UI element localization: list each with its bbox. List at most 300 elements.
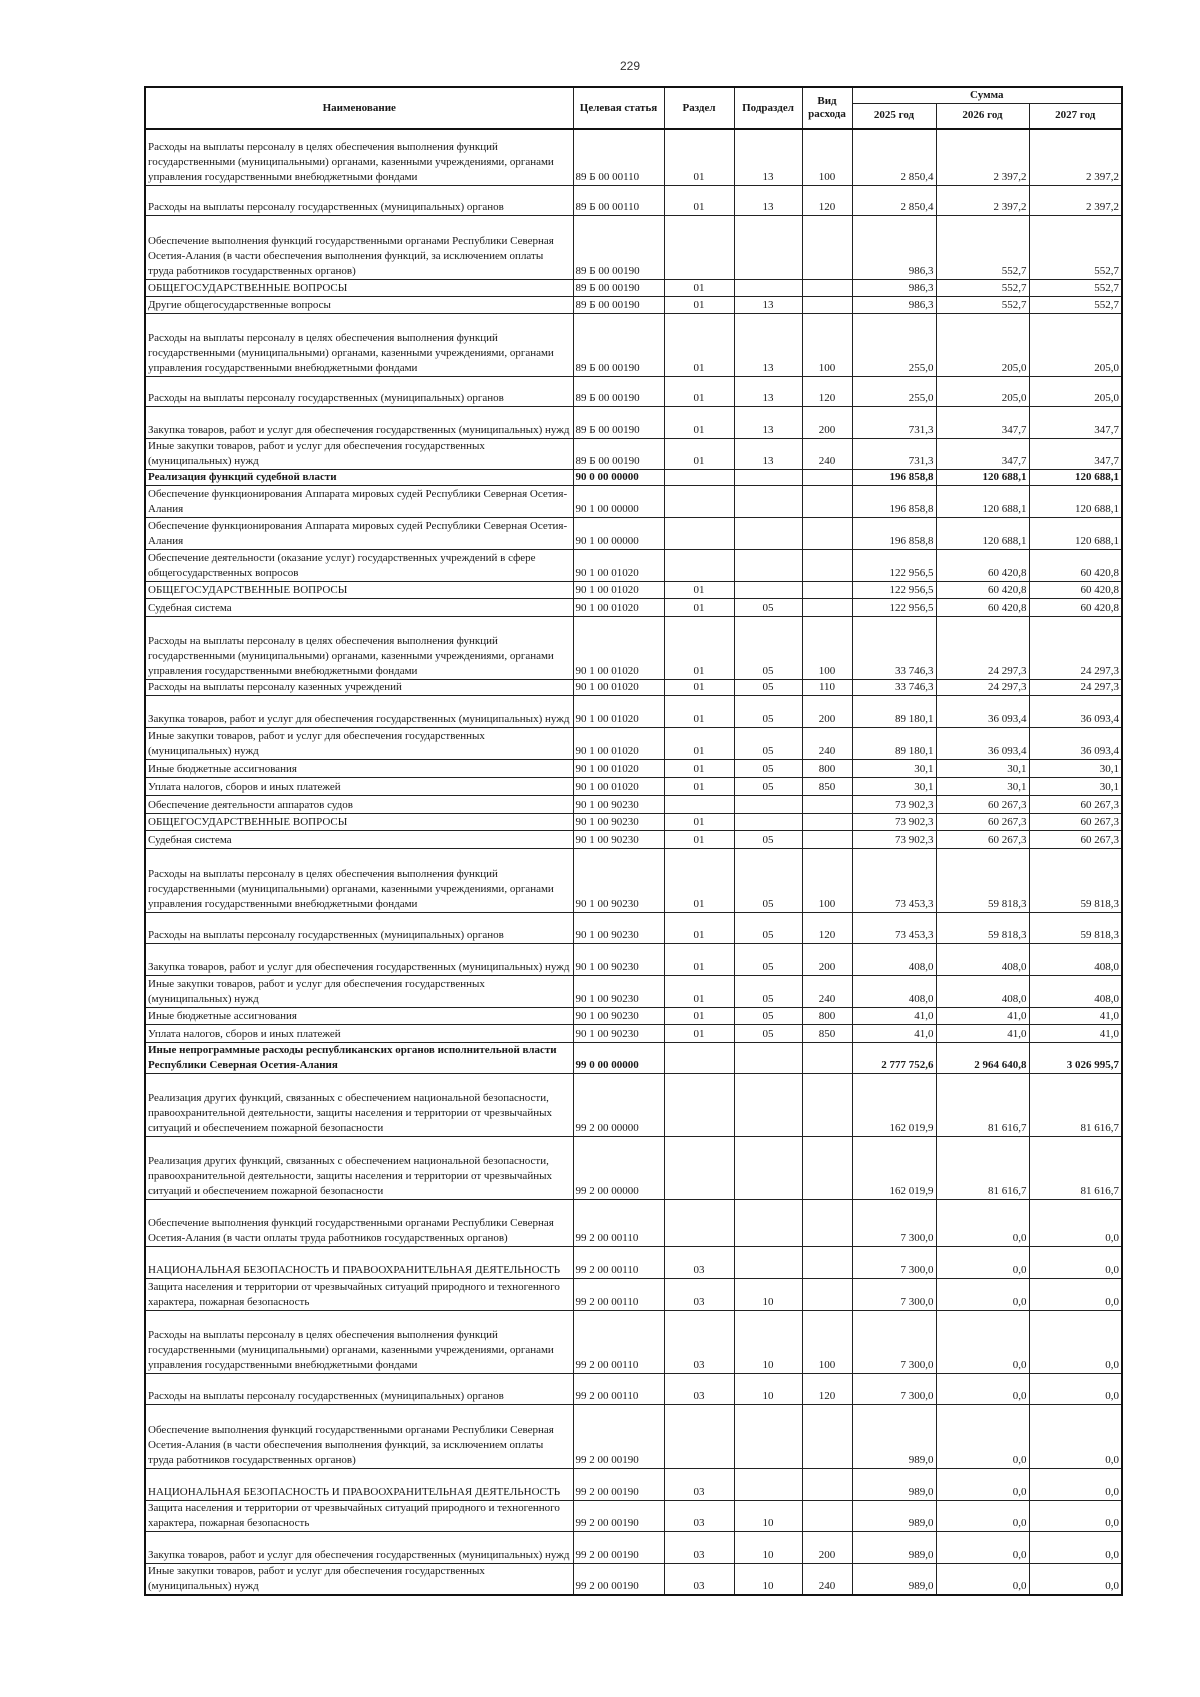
cell-section xyxy=(664,1073,734,1136)
cell-2026: 0,0 xyxy=(936,1199,1029,1246)
cell-expense-type xyxy=(802,1199,852,1246)
cell-subsection: 05 xyxy=(734,830,802,848)
cell-target: 90 1 00 01020 xyxy=(573,679,664,695)
cell-target: 99 2 00 00110 xyxy=(573,1199,664,1246)
cell-section: 01 xyxy=(664,695,734,727)
cell-2025: 731,3 xyxy=(852,406,936,438)
cell-section: 01 xyxy=(664,1007,734,1024)
cell-section: 01 xyxy=(664,438,734,469)
cell-2026: 0,0 xyxy=(936,1468,1029,1500)
cell-target: 89 Б 00 00190 xyxy=(573,313,664,376)
cell-2025: 408,0 xyxy=(852,975,936,1007)
cell-2025: 162 019,9 xyxy=(852,1136,936,1199)
header-subsection: Подраздел xyxy=(734,87,802,129)
table-row xyxy=(145,469,1122,485)
cell-target: 99 0 00 00000 xyxy=(573,1042,664,1073)
cell-2027: 552,7 xyxy=(1029,215,1122,279)
cell-name: Закупка товаров, работ и услуг для обеспечения государственных (муниципальных) нужд xyxy=(145,406,573,438)
cell-2026: 36 093,4 xyxy=(936,727,1029,759)
table-row xyxy=(145,438,1122,469)
table-row xyxy=(145,695,1122,727)
cell-target: 90 1 00 00000 xyxy=(573,485,664,517)
cell-target: 90 1 00 01020 xyxy=(573,616,664,679)
cell-2027: 2 397,2 xyxy=(1029,129,1122,185)
cell-2027: 120 688,1 xyxy=(1029,517,1122,549)
header-sum: Сумма xyxy=(852,87,1122,103)
cell-subsection: 10 xyxy=(734,1500,802,1531)
cell-2026: 24 297,3 xyxy=(936,679,1029,695)
cell-2025: 73 902,3 xyxy=(852,813,936,830)
cell-name: Реализация других функций, связанных с обеспечением национальной безопасности, правоохранительной деятельности, защиты населения и территории от чрезвычайных ситуаций и обеспечением пожарной безопасности xyxy=(145,1136,573,1199)
cell-subsection: 05 xyxy=(734,616,802,679)
cell-2027: 2 397,2 xyxy=(1029,185,1122,215)
cell-2027: 408,0 xyxy=(1029,975,1122,1007)
table-row xyxy=(145,813,1122,830)
cell-section: 01 xyxy=(664,406,734,438)
table-row xyxy=(145,1310,1122,1373)
cell-2025: 73 453,3 xyxy=(852,912,936,943)
cell-2025: 7 300,0 xyxy=(852,1310,936,1373)
cell-2026: 347,7 xyxy=(936,438,1029,469)
cell-2026: 205,0 xyxy=(936,313,1029,376)
cell-2025: 731,3 xyxy=(852,438,936,469)
cell-2025: 196 858,8 xyxy=(852,485,936,517)
cell-2027: 0,0 xyxy=(1029,1563,1122,1595)
cell-target: 99 2 00 00110 xyxy=(573,1278,664,1310)
cell-2027: 60 420,8 xyxy=(1029,581,1122,598)
table-row xyxy=(145,795,1122,813)
cell-2027: 0,0 xyxy=(1029,1404,1122,1468)
cell-2025: 73 453,3 xyxy=(852,848,936,912)
cell-target: 90 1 00 01020 xyxy=(573,581,664,598)
cell-subsection xyxy=(734,813,802,830)
cell-2025: 196 858,8 xyxy=(852,469,936,485)
cell-target: 99 2 00 00190 xyxy=(573,1404,664,1468)
cell-2025: 986,3 xyxy=(852,279,936,296)
cell-section: 01 xyxy=(664,185,734,215)
cell-2026: 0,0 xyxy=(936,1246,1029,1278)
cell-name: Расходы на выплаты персоналу в целях обеспечения выполнения функций государственными (муниципальными) органами, казенными учреждениями, органами управления государственными внебюджетными фондами xyxy=(145,129,573,185)
cell-expense-type xyxy=(802,1073,852,1136)
cell-2027: 552,7 xyxy=(1029,296,1122,313)
cell-name: Обеспечение выполнения функций государственными органами Республики Северная Осетия-Алания (в части обеспечения выполнения функций, за исключением оплаты труда работников государственных органов) xyxy=(145,215,573,279)
cell-2025: 41,0 xyxy=(852,1024,936,1042)
cell-2027: 120 688,1 xyxy=(1029,469,1122,485)
header-section: Раздел xyxy=(664,87,734,129)
cell-name: Обеспечение функционирования Аппарата мировых судей Республики Северная Осетия-Алания xyxy=(145,485,573,517)
cell-2026: 408,0 xyxy=(936,943,1029,975)
cell-target: 90 1 00 01020 xyxy=(573,759,664,777)
cell-section: 01 xyxy=(664,759,734,777)
table-row xyxy=(145,848,1122,912)
cell-section: 01 xyxy=(664,313,734,376)
cell-target: 99 2 00 00000 xyxy=(573,1073,664,1136)
cell-target: 90 1 00 01020 xyxy=(573,549,664,581)
cell-name: Расходы на выплаты персоналу в целях обеспечения выполнения функций государственными (муниципальными) органами, казенными учреждениями, органами управления государственными внебюджетными фондами xyxy=(145,616,573,679)
cell-section xyxy=(664,1404,734,1468)
table-row xyxy=(145,727,1122,759)
header-name: Наименование xyxy=(145,87,573,129)
table-header xyxy=(145,87,1122,129)
cell-expense-type: 100 xyxy=(802,129,852,185)
cell-name: ОБЩЕГОСУДАРСТВЕННЫЕ ВОПРОСЫ xyxy=(145,813,573,830)
cell-subsection: 05 xyxy=(734,759,802,777)
cell-name: Расходы на выплаты персоналу в целях обеспечения выполнения функций государственными (муниципальными) органами, казенными учреждениями, органами управления государственными внебюджетными фондами xyxy=(145,1310,573,1373)
cell-section: 03 xyxy=(664,1531,734,1563)
cell-expense-type: 110 xyxy=(802,679,852,695)
cell-2027: 408,0 xyxy=(1029,943,1122,975)
cell-name: Иные закупки товаров, работ и услуг для обеспечения государственных (муниципальных) нужд xyxy=(145,975,573,1007)
cell-expense-type xyxy=(802,598,852,616)
cell-2027: 81 616,7 xyxy=(1029,1073,1122,1136)
cell-name: НАЦИОНАЛЬНАЯ БЕЗОПАСНОСТЬ И ПРАВООХРАНИТЕЛЬНАЯ ДЕЯТЕЛЬНОСТЬ xyxy=(145,1246,573,1278)
cell-expense-type: 100 xyxy=(802,313,852,376)
cell-section: 01 xyxy=(664,912,734,943)
cell-target: 89 Б 00 00190 xyxy=(573,406,664,438)
table-row xyxy=(145,1531,1122,1563)
cell-target: 99 2 00 00190 xyxy=(573,1563,664,1595)
cell-name: Закупка товаров, работ и услуг для обеспечения государственных (муниципальных) нужд xyxy=(145,1531,573,1563)
table-row xyxy=(145,830,1122,848)
header-2027: 2027 год xyxy=(1029,103,1122,129)
table-row xyxy=(145,1024,1122,1042)
cell-2025: 30,1 xyxy=(852,759,936,777)
cell-2026: 60 267,3 xyxy=(936,830,1029,848)
cell-subsection xyxy=(734,469,802,485)
cell-subsection: 05 xyxy=(734,975,802,1007)
cell-2026: 2 397,2 xyxy=(936,185,1029,215)
table-row xyxy=(145,581,1122,598)
cell-target: 90 1 00 90230 xyxy=(573,795,664,813)
cell-2026: 81 616,7 xyxy=(936,1136,1029,1199)
cell-2027: 41,0 xyxy=(1029,1024,1122,1042)
cell-section: 01 xyxy=(664,581,734,598)
cell-name: Реализация функций судебной власти xyxy=(145,469,573,485)
table-row xyxy=(145,679,1122,695)
cell-2027: 30,1 xyxy=(1029,759,1122,777)
table-row xyxy=(145,1073,1122,1136)
cell-2027: 552,7 xyxy=(1029,279,1122,296)
cell-name: Расходы на выплаты персоналу казенных учреждений xyxy=(145,679,573,695)
cell-2025: 33 746,3 xyxy=(852,616,936,679)
cell-subsection xyxy=(734,1404,802,1468)
cell-2025: 7 300,0 xyxy=(852,1278,936,1310)
cell-2027: 41,0 xyxy=(1029,1007,1122,1024)
cell-name: Обеспечение выполнения функций государственными органами Республики Северная Осетия-Алания (в части оплаты труда работников государственных органов) xyxy=(145,1199,573,1246)
cell-2025: 196 858,8 xyxy=(852,517,936,549)
table-row xyxy=(145,1007,1122,1024)
cell-2026: 120 688,1 xyxy=(936,485,1029,517)
cell-subsection: 13 xyxy=(734,129,802,185)
cell-2025: 122 956,5 xyxy=(852,581,936,598)
cell-section xyxy=(664,517,734,549)
cell-2027: 24 297,3 xyxy=(1029,616,1122,679)
header-expense-type: Вид расхода xyxy=(802,87,852,129)
cell-section xyxy=(664,485,734,517)
cell-2026: 0,0 xyxy=(936,1531,1029,1563)
cell-expense-type xyxy=(802,1042,852,1073)
header-2026: 2026 год xyxy=(936,103,1029,129)
table-row xyxy=(145,129,1122,185)
cell-section: 01 xyxy=(664,376,734,406)
cell-section: 03 xyxy=(664,1310,734,1373)
cell-2026: 552,7 xyxy=(936,215,1029,279)
cell-2027: 36 093,4 xyxy=(1029,695,1122,727)
cell-expense-type: 850 xyxy=(802,777,852,795)
cell-expense-type xyxy=(802,279,852,296)
cell-name: Защита населения и территории от чрезвычайных ситуаций природного и техногенного характера, пожарная безопасность xyxy=(145,1278,573,1310)
cell-subsection: 10 xyxy=(734,1310,802,1373)
cell-name: Уплата налогов, сборов и иных платежей xyxy=(145,1024,573,1042)
cell-2026: 205,0 xyxy=(936,376,1029,406)
cell-name: Обеспечение деятельности (оказание услуг) государственных учреждений в сфере общегосударственных вопросов xyxy=(145,549,573,581)
cell-section: 01 xyxy=(664,727,734,759)
cell-subsection: 10 xyxy=(734,1278,802,1310)
cell-section: 03 xyxy=(664,1246,734,1278)
cell-name: Закупка товаров, работ и услуг для обеспечения государственных (муниципальных) нужд xyxy=(145,943,573,975)
table-row xyxy=(145,943,1122,975)
cell-target: 90 0 00 00000 xyxy=(573,469,664,485)
cell-subsection: 13 xyxy=(734,376,802,406)
cell-2026: 41,0 xyxy=(936,1024,1029,1042)
cell-subsection: 13 xyxy=(734,185,802,215)
cell-section: 03 xyxy=(664,1373,734,1404)
table-row xyxy=(145,1136,1122,1199)
cell-2027: 60 267,3 xyxy=(1029,795,1122,813)
cell-target: 90 1 00 00000 xyxy=(573,517,664,549)
cell-expense-type xyxy=(802,1500,852,1531)
table-row xyxy=(145,777,1122,795)
table-row xyxy=(145,1404,1122,1468)
cell-section: 01 xyxy=(664,1024,734,1042)
cell-2026: 41,0 xyxy=(936,1007,1029,1024)
table-row xyxy=(145,1373,1122,1404)
cell-name: Иные непрограммные расходы республиканских органов исполнительной власти Республики Северная Осетия-Алания xyxy=(145,1042,573,1073)
cell-expense-type: 120 xyxy=(802,376,852,406)
cell-2026: 552,7 xyxy=(936,296,1029,313)
table-row xyxy=(145,759,1122,777)
cell-subsection xyxy=(734,581,802,598)
cell-expense-type: 120 xyxy=(802,1373,852,1404)
cell-name: Реализация других функций, связанных с обеспечением национальной безопасности, правоохранительной деятельности, защиты населения и территории от чрезвычайных ситуаций и обеспечением пожарной безопасности xyxy=(145,1073,573,1136)
cell-2025: 989,0 xyxy=(852,1500,936,1531)
cell-2026: 0,0 xyxy=(936,1373,1029,1404)
cell-2027: 205,0 xyxy=(1029,376,1122,406)
cell-expense-type xyxy=(802,549,852,581)
cell-target: 90 1 00 01020 xyxy=(573,727,664,759)
cell-subsection: 13 xyxy=(734,406,802,438)
cell-section: 01 xyxy=(664,279,734,296)
cell-section: 03 xyxy=(664,1278,734,1310)
cell-name: Расходы на выплаты персоналу государственных (муниципальных) органов xyxy=(145,1373,573,1404)
cell-2026: 59 818,3 xyxy=(936,912,1029,943)
cell-subsection xyxy=(734,215,802,279)
cell-2025: 7 300,0 xyxy=(852,1373,936,1404)
table-row xyxy=(145,215,1122,279)
cell-name: Иные закупки товаров, работ и услуг для обеспечения государственных (муниципальных) нужд xyxy=(145,727,573,759)
cell-target: 89 Б 00 00110 xyxy=(573,185,664,215)
cell-2025: 989,0 xyxy=(852,1563,936,1595)
cell-target: 99 2 00 00190 xyxy=(573,1468,664,1500)
cell-2025: 41,0 xyxy=(852,1007,936,1024)
cell-2026: 120 688,1 xyxy=(936,469,1029,485)
cell-expense-type xyxy=(802,296,852,313)
cell-section: 03 xyxy=(664,1468,734,1500)
cell-subsection xyxy=(734,795,802,813)
cell-name: Расходы на выплаты персоналу в целях обеспечения выполнения функций государственными (муниципальными) органами, казенными учреждениями, органами управления государственными внебюджетными фондами xyxy=(145,313,573,376)
cell-target: 90 1 00 90230 xyxy=(573,912,664,943)
cell-2026: 30,1 xyxy=(936,759,1029,777)
cell-2026: 0,0 xyxy=(936,1500,1029,1531)
cell-name: НАЦИОНАЛЬНАЯ БЕЗОПАСНОСТЬ И ПРАВООХРАНИТЕЛЬНАЯ ДЕЯТЕЛЬНОСТЬ xyxy=(145,1468,573,1500)
cell-target: 90 1 00 01020 xyxy=(573,598,664,616)
cell-2025: 33 746,3 xyxy=(852,679,936,695)
cell-section xyxy=(664,1199,734,1246)
page-number: 229 xyxy=(619,59,641,73)
cell-2025: 7 300,0 xyxy=(852,1199,936,1246)
cell-2026: 2 397,2 xyxy=(936,129,1029,185)
cell-target: 99 2 00 00110 xyxy=(573,1246,664,1278)
cell-subsection: 05 xyxy=(734,695,802,727)
cell-target: 90 1 00 90230 xyxy=(573,813,664,830)
cell-2027: 0,0 xyxy=(1029,1531,1122,1563)
cell-subsection: 05 xyxy=(734,1007,802,1024)
cell-2026: 60 267,3 xyxy=(936,795,1029,813)
cell-subsection: 05 xyxy=(734,598,802,616)
cell-name: Обеспечение функционирования Аппарата мировых судей Республики Северная Осетия-Алания xyxy=(145,517,573,549)
cell-expense-type xyxy=(802,1136,852,1199)
cell-2025: 986,3 xyxy=(852,215,936,279)
cell-name: Расходы на выплаты персоналу государственных (муниципальных) органов xyxy=(145,376,573,406)
cell-target: 99 2 00 00190 xyxy=(573,1531,664,1563)
cell-2026: 36 093,4 xyxy=(936,695,1029,727)
cell-expense-type xyxy=(802,795,852,813)
cell-2025: 7 300,0 xyxy=(852,1246,936,1278)
cell-expense-type: 200 xyxy=(802,943,852,975)
header-target: Целевая статья xyxy=(573,87,664,129)
cell-subsection: 05 xyxy=(734,777,802,795)
cell-2026: 0,0 xyxy=(936,1404,1029,1468)
header-2025: 2025 год xyxy=(852,103,936,129)
cell-2027: 0,0 xyxy=(1029,1246,1122,1278)
cell-subsection: 10 xyxy=(734,1531,802,1563)
cell-name: Расходы на выплаты персоналу государственных (муниципальных) органов xyxy=(145,185,573,215)
table-row xyxy=(145,296,1122,313)
cell-2027: 81 616,7 xyxy=(1029,1136,1122,1199)
cell-2025: 989,0 xyxy=(852,1531,936,1563)
cell-target: 99 2 00 00110 xyxy=(573,1310,664,1373)
cell-2027: 205,0 xyxy=(1029,313,1122,376)
cell-2027: 0,0 xyxy=(1029,1468,1122,1500)
cell-subsection: 05 xyxy=(734,912,802,943)
cell-expense-type xyxy=(802,830,852,848)
cell-expense-type: 800 xyxy=(802,1007,852,1024)
table-row xyxy=(145,549,1122,581)
cell-section: 01 xyxy=(664,813,734,830)
cell-target: 99 2 00 00190 xyxy=(573,1500,664,1531)
cell-name: Закупка товаров, работ и услуг для обеспечения государственных (муниципальных) нужд xyxy=(145,695,573,727)
cell-name: Защита населения и территории от чрезвычайных ситуаций природного и техногенного характера, пожарная безопасность xyxy=(145,1500,573,1531)
cell-expense-type: 200 xyxy=(802,695,852,727)
table-row xyxy=(145,975,1122,1007)
cell-2026: 81 616,7 xyxy=(936,1073,1029,1136)
cell-target: 99 2 00 00000 xyxy=(573,1136,664,1199)
cell-2027: 3 026 995,7 xyxy=(1029,1042,1122,1073)
table-row xyxy=(145,598,1122,616)
cell-expense-type xyxy=(802,469,852,485)
cell-subsection: 05 xyxy=(734,1024,802,1042)
cell-2027: 59 818,3 xyxy=(1029,912,1122,943)
cell-section: 01 xyxy=(664,679,734,695)
cell-target: 89 Б 00 00190 xyxy=(573,215,664,279)
cell-target: 90 1 00 90230 xyxy=(573,1007,664,1024)
cell-expense-type xyxy=(802,1404,852,1468)
cell-expense-type: 240 xyxy=(802,1563,852,1595)
cell-2027: 60 267,3 xyxy=(1029,830,1122,848)
cell-expense-type: 120 xyxy=(802,185,852,215)
cell-subsection xyxy=(734,1199,802,1246)
cell-target: 89 Б 00 00190 xyxy=(573,296,664,313)
cell-2027: 347,7 xyxy=(1029,406,1122,438)
cell-2026: 0,0 xyxy=(936,1278,1029,1310)
cell-name: Иные закупки товаров, работ и услуг для обеспечения государственных (муниципальных) нужд xyxy=(145,1563,573,1595)
cell-subsection xyxy=(734,485,802,517)
cell-subsection: 05 xyxy=(734,848,802,912)
cell-expense-type xyxy=(802,1246,852,1278)
table-row xyxy=(145,1042,1122,1073)
cell-section xyxy=(664,215,734,279)
cell-target: 99 2 00 00110 xyxy=(573,1373,664,1404)
cell-subsection: 13 xyxy=(734,313,802,376)
table-body xyxy=(145,129,1122,1595)
cell-name: ОБЩЕГОСУДАРСТВЕННЫЕ ВОПРОСЫ xyxy=(145,581,573,598)
cell-target: 89 Б 00 00190 xyxy=(573,376,664,406)
table-row xyxy=(145,185,1122,215)
cell-name: ОБЩЕГОСУДАРСТВЕННЫЕ ВОПРОСЫ xyxy=(145,279,573,296)
cell-expense-type: 800 xyxy=(802,759,852,777)
cell-target: 90 1 00 01020 xyxy=(573,695,664,727)
cell-2026: 120 688,1 xyxy=(936,517,1029,549)
cell-subsection: 13 xyxy=(734,296,802,313)
budget-table xyxy=(144,86,1123,1596)
cell-2027: 60 420,8 xyxy=(1029,598,1122,616)
table-row xyxy=(145,376,1122,406)
cell-expense-type: 120 xyxy=(802,912,852,943)
cell-section: 01 xyxy=(664,830,734,848)
cell-expense-type xyxy=(802,517,852,549)
cell-expense-type: 100 xyxy=(802,616,852,679)
cell-2026: 2 964 640,8 xyxy=(936,1042,1029,1073)
cell-2025: 2 777 752,6 xyxy=(852,1042,936,1073)
cell-section xyxy=(664,469,734,485)
cell-2027: 59 818,3 xyxy=(1029,848,1122,912)
cell-name: Обеспечение деятельности аппаратов судов xyxy=(145,795,573,813)
cell-2025: 89 180,1 xyxy=(852,695,936,727)
cell-target: 90 1 00 90230 xyxy=(573,975,664,1007)
cell-2027: 0,0 xyxy=(1029,1278,1122,1310)
cell-name: Расходы на выплаты персоналу в целях обеспечения выполнения функций государственными (муниципальными) органами, казенными учреждениями, органами управления государственными внебюджетными фондами xyxy=(145,848,573,912)
cell-target: 90 1 00 90230 xyxy=(573,830,664,848)
cell-2025: 89 180,1 xyxy=(852,727,936,759)
cell-2027: 0,0 xyxy=(1029,1199,1122,1246)
cell-target: 90 1 00 01020 xyxy=(573,777,664,795)
cell-section: 01 xyxy=(664,943,734,975)
cell-2025: 255,0 xyxy=(852,313,936,376)
table-row xyxy=(145,616,1122,679)
table-row xyxy=(145,406,1122,438)
cell-expense-type xyxy=(802,215,852,279)
cell-expense-type: 100 xyxy=(802,848,852,912)
